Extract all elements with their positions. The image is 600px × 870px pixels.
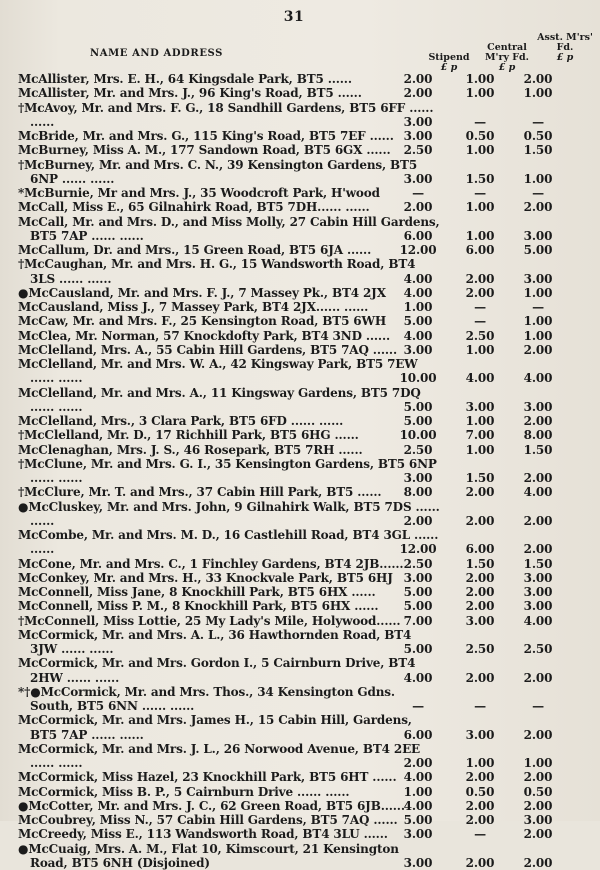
entry-name-address: McConnell, Miss P. M., 8 Knockhill Park, BT5 6HX ......: [18, 599, 440, 613]
entry-amounts: [390, 243, 570, 257]
assistant-fund-amount: 1.50: [510, 557, 566, 571]
list-item: [18, 571, 570, 585]
central-fund-amount: 1.00: [452, 229, 508, 243]
entry-amounts: [390, 272, 570, 286]
stipend-amount: 3.00: [390, 172, 446, 186]
assistant-fund-amount: 5.00: [510, 243, 566, 257]
entry-name-address: McCone, Mr. and Mrs. C., 1 Finchley Gardens, BT4 2JB......: [18, 557, 440, 571]
central-fund-amount: 6.00: [452, 542, 508, 556]
stipend-amount: 6.00: [390, 229, 446, 243]
central-fund-amount: 2.50: [452, 329, 508, 343]
entry-amounts: [390, 485, 570, 499]
list-item: [18, 300, 570, 314]
stipend-amount: 10.00: [390, 428, 446, 442]
entry-name-address: McCall, Mr. and Mrs. D., and Miss Molly, 27 Cabin Hill Gardens, BT5 7AP ...... ......: [18, 215, 440, 244]
entry-amounts: [390, 86, 570, 100]
assistant-fund-amount: 2.00: [510, 827, 566, 841]
assistant-fund-amount: 1.00: [510, 86, 566, 100]
list-item: [18, 286, 570, 300]
central-fund-amount: —: [452, 827, 508, 841]
entry-amounts: [390, 72, 570, 86]
assistant-fund-amount: 8.00: [510, 428, 566, 442]
list-item: [18, 357, 570, 386]
stipend-amount: 2.00: [390, 514, 446, 528]
assistant-fund-amount: 2.00: [510, 414, 566, 428]
central-fund-amount: 1.00: [452, 143, 508, 157]
stipend-amount: 5.00: [390, 414, 446, 428]
assistant-fund-amount: 3.00: [510, 400, 566, 414]
entry-name-address: †McCaughan, Mr. and Mrs. H. G., 15 Wandsworth Road, BT4 3LS ...... ......: [18, 257, 440, 286]
central-fund-heading-label: Central M'ry Fd.: [485, 42, 529, 63]
entry-amounts: [390, 770, 570, 784]
assistant-fund-amount: 3.00: [510, 571, 566, 585]
entry-name-address: McBride, Mr. and Mrs. G., 115 King's Road, BT5 7EF ......: [18, 129, 440, 143]
entry-name-address: McClelland, Mr. and Mrs. A., 11 Kingsway Gardens, BT5 7DQ ...... ......: [18, 386, 440, 415]
list-item: [18, 86, 570, 100]
list-item: [18, 129, 570, 143]
assistant-fund-amount: 2.00: [510, 728, 566, 742]
entry-name-address: McClelland, Mr. and Mrs. W. A., 42 Kingsway Park, BT5 7EW ...... ......: [18, 357, 440, 386]
entry-name-address: McAllister, Mr. and Mrs. J., 96 King's Road, BT5 ......: [18, 86, 440, 100]
assistant-fund-amount: 1.00: [510, 172, 566, 186]
list-item: [18, 485, 570, 499]
stipend-amount: 2.50: [390, 443, 446, 457]
stipend-amount: 7.00: [390, 614, 446, 628]
assistant-fund-amount: 2.00: [510, 471, 566, 485]
entry-name-address: McConkey, Mr. and Mrs. H., 33 Knockvale Park, BT5 6HJ: [18, 571, 440, 585]
stipend-heading: [418, 53, 480, 73]
central-fund-amount: 1.00: [452, 414, 508, 428]
stipend-unit: £ p: [418, 63, 480, 73]
entry-amounts: [390, 813, 570, 827]
assistant-fund-amount: 3.00: [510, 585, 566, 599]
central-fund-amount: —: [452, 115, 508, 129]
assistant-fund-amount: 2.00: [510, 72, 566, 86]
stipend-amount: 2.50: [390, 143, 446, 157]
assistant-fund-amount: 4.00: [510, 614, 566, 628]
central-fund-amount: 1.50: [452, 557, 508, 571]
assistant-fund-amount: 3.00: [510, 272, 566, 286]
entry-amounts: [390, 827, 570, 841]
list-item: [18, 101, 570, 130]
central-fund-amount: 2.00: [452, 286, 508, 300]
entry-amounts: [390, 571, 570, 585]
entry-amounts: [390, 428, 570, 442]
entry-amounts: [390, 172, 570, 186]
assistant-fund-amount: 0.50: [510, 785, 566, 799]
entry-amounts: [390, 514, 570, 528]
list-item: [18, 343, 570, 357]
stipend-amount: 4.00: [390, 272, 446, 286]
stipend-amount: 5.00: [390, 400, 446, 414]
central-fund-heading: [476, 43, 538, 73]
assistant-fund-amount: 1.50: [510, 143, 566, 157]
assistant-fund-amount: 4.00: [510, 371, 566, 385]
list-item: [18, 143, 570, 157]
entry-name-address: McCall, Miss E., 65 Gilnahirk Road, BT5 7DH...... ......: [18, 200, 440, 214]
assistant-fund-amount: 2.00: [510, 770, 566, 784]
assistant-fund-amount: —: [510, 699, 566, 713]
list-item: [18, 799, 570, 813]
list-item: [18, 443, 570, 457]
central-fund-amount: 2.00: [452, 514, 508, 528]
central-fund-unit: £ p: [476, 63, 538, 73]
central-fund-amount: 0.50: [452, 129, 508, 143]
central-fund-amount: 6.00: [452, 243, 508, 257]
assistant-fund-amount: 2.00: [510, 799, 566, 813]
page-number: 31: [18, 8, 570, 26]
entry-name-address: McClelland, Mrs., 3 Clara Park, BT5 6FD ...... ......: [18, 414, 440, 428]
assistant-fund-amount: 2.00: [510, 671, 566, 685]
entry-name-address: McCreedy, Miss E., 113 Wandsworth Road, BT4 3LU ......: [18, 827, 440, 841]
central-fund-amount: 2.00: [452, 485, 508, 499]
entry-amounts: [390, 300, 570, 314]
assistant-fund-amount: 0.50: [510, 129, 566, 143]
entry-name-address: McClenaghan, Mrs. J. S., 46 Rosepark, BT5 7RH ......: [18, 443, 440, 457]
central-fund-amount: 1.50: [452, 172, 508, 186]
stipend-amount: 4.00: [390, 671, 446, 685]
stipend-amount: 4.00: [390, 286, 446, 300]
central-fund-amount: —: [452, 300, 508, 314]
stipend-amount: 2.50: [390, 557, 446, 571]
central-fund-amount: —: [452, 186, 508, 200]
assistant-fund-amount: 1.00: [510, 329, 566, 343]
assistant-fund-amount: 1.00: [510, 314, 566, 328]
central-fund-amount: 3.00: [452, 728, 508, 742]
entry-name-address: McCormick, Mr. and Mrs. A. L., 36 Hawthornden Road, BT4 3JW ...... ......: [18, 628, 440, 657]
list-item: [18, 842, 570, 870]
central-fund-amount: 2.00: [452, 813, 508, 827]
entry-name-address: McCormick, Mr. and Mrs. James H., 15 Cabin Hill, Gardens, BT5 7AP ...... ......: [18, 713, 440, 742]
list-item: [18, 827, 570, 841]
stipend-amount: 4.00: [390, 329, 446, 343]
entry-name-address: *†●McCormick, Mr. and Mrs. Thos., 34 Kensington Gdns. South, BT5 6NN ...... ......: [18, 685, 440, 714]
entry-name-address: †McClelland, Mr. D., 17 Richhill Park, BT5 6HG ......: [18, 428, 440, 442]
entry-amounts: [390, 585, 570, 599]
assistant-fund-amount: 4.00: [510, 485, 566, 499]
central-fund-amount: 0.50: [452, 785, 508, 799]
entry-amounts: [390, 371, 570, 385]
entry-amounts: [390, 286, 570, 300]
list-item: [18, 257, 570, 286]
stipend-amount: 2.00: [390, 72, 446, 86]
entry-amounts: [390, 186, 570, 200]
list-item: [18, 386, 570, 415]
entry-name-address: McCombe, Mr. and Mrs. M. D., 16 Castlehill Road, BT4 3GL ...... ......: [18, 528, 440, 557]
stipend-amount: 10.00: [390, 371, 446, 385]
entry-amounts: [390, 671, 570, 685]
central-fund-amount: 2.00: [452, 599, 508, 613]
assistant-fund-amount: 3.00: [510, 229, 566, 243]
entry-amounts: [390, 856, 570, 870]
assistant-fund-amount: 2.00: [510, 343, 566, 357]
entry-amounts: [390, 129, 570, 143]
assistant-fund-heading-label: Asst. M'rs' Fd.: [537, 32, 593, 53]
assistant-fund-amount: 3.00: [510, 813, 566, 827]
stipend-amount: 2.00: [390, 200, 446, 214]
entry-amounts: [390, 414, 570, 428]
stipend-amount: 12.00: [390, 542, 446, 556]
entry-amounts: [390, 728, 570, 742]
stipend-amount: 3.00: [390, 343, 446, 357]
entry-amounts: [390, 614, 570, 628]
list-item: [18, 685, 570, 714]
stipend-amount: 3.00: [390, 471, 446, 485]
entry-amounts: [390, 314, 570, 328]
assistant-fund-amount: 2.00: [510, 856, 566, 870]
entry-name-address: McCormick, Mr. and Mrs. J. L., 26 Norwood Avenue, BT4 2EE ...... ......: [18, 742, 440, 771]
entry-name-address: †McClure, Mr. T. and Mrs., 37 Cabin Hill Park, BT5 ......: [18, 485, 440, 499]
list-item: [18, 200, 570, 214]
central-fund-amount: 1.00: [452, 343, 508, 357]
entry-name-address: McCormick, Miss B. P., 5 Cairnburn Drive ...... ......: [18, 785, 440, 799]
assistant-fund-amount: 3.00: [510, 599, 566, 613]
entry-amounts: [390, 329, 570, 343]
central-fund-amount: 7.00: [452, 428, 508, 442]
entry-name-address: ●McCuaig, Mrs. A. M., Flat 10, Kimscourt, 21 Kensington Road, BT5 6NH (Disjoined): [18, 842, 440, 870]
central-fund-amount: 3.00: [452, 400, 508, 414]
stipend-amount: 4.00: [390, 799, 446, 813]
assistant-fund-amount: 2.00: [510, 514, 566, 528]
stipend-amount: —: [390, 186, 446, 200]
entry-amounts: [390, 229, 570, 243]
list-item: [18, 528, 570, 557]
entry-name-address: †McBurney, Mr. and Mrs. C. N., 39 Kensington Gardens, BT5 6NP ...... ......: [18, 158, 440, 187]
central-fund-amount: 2.00: [452, 272, 508, 286]
entry-name-address: McCaw, Mr. and Mrs. F., 25 Kensington Road, BT5 6WH: [18, 314, 440, 328]
stipend-amount: 1.00: [390, 300, 446, 314]
entry-name-address: †McClune, Mr. and Mrs. G. I., 35 Kensington Gardens, BT5 6NP ...... ......: [18, 457, 440, 486]
entry-amounts: [390, 756, 570, 770]
assistant-fund-amount: 1.50: [510, 443, 566, 457]
stipend-amount: 2.00: [390, 86, 446, 100]
stipend-amount: 3.00: [390, 571, 446, 585]
stipend-amount: —: [390, 699, 446, 713]
list-item: [18, 428, 570, 442]
entry-amounts: [390, 343, 570, 357]
entry-name-address: McBurney, Miss A. M., 177 Sandown Road, BT5 6GX ......: [18, 143, 440, 157]
entry-name-address: McConnell, Miss Jane, 8 Knockhill Park, BT5 6HX ......: [18, 585, 440, 599]
list-item: [18, 186, 570, 200]
assistant-fund-amount: 2.00: [510, 542, 566, 556]
table-header: [18, 26, 570, 72]
entry-amounts: [390, 785, 570, 799]
entry-name-address: †McConnell, Miss Lottie, 25 My Lady's Mile, Holywood......: [18, 614, 440, 628]
entry-name-address: McClea, Mr. Norman, 57 Knockdofty Park, BT4 3ND ......: [18, 329, 440, 343]
entry-amounts: [390, 115, 570, 129]
entry-name-address: ●McCausland, Mr. and Mrs. F. J., 7 Massey Pk., BT4 2JX: [18, 286, 440, 300]
stipend-amount: 5.00: [390, 642, 446, 656]
list-item: [18, 599, 570, 613]
central-fund-amount: 2.00: [452, 571, 508, 585]
entry-name-address: †McAvoy, Mr. and Mrs. F. G., 18 Sandhill Gardens, BT5 6FF ...... ......: [18, 101, 440, 130]
stipend-amount: 2.00: [390, 756, 446, 770]
list-item: [18, 72, 570, 86]
name-address-heading: NAME AND ADDRESS: [90, 48, 223, 59]
entry-name-address: McClelland, Mrs. A., 55 Cabin Hill Gardens, BT5 7AQ ......: [18, 343, 440, 357]
stipend-amount: 5.00: [390, 813, 446, 827]
subscriber-list: [18, 72, 570, 870]
list-item: [18, 329, 570, 343]
stipend-amount: 5.00: [390, 314, 446, 328]
entry-amounts: [390, 471, 570, 485]
stipend-amount: 4.00: [390, 770, 446, 784]
list-item: [18, 585, 570, 599]
stipend-amount: 5.00: [390, 599, 446, 613]
central-fund-amount: 1.00: [452, 72, 508, 86]
entry-amounts: [390, 200, 570, 214]
entry-amounts: [390, 143, 570, 157]
central-fund-amount: 3.00: [452, 614, 508, 628]
entry-amounts: [390, 542, 570, 556]
entry-name-address: ●McCluskey, Mr. and Mrs. John, 9 Gilnahirk Walk, BT5 7DS ...... ......: [18, 500, 440, 529]
central-fund-amount: 4.00: [452, 371, 508, 385]
assistant-fund-heading: [534, 33, 596, 63]
list-item: [18, 314, 570, 328]
entry-amounts: [390, 443, 570, 457]
list-item: [18, 414, 570, 428]
list-item: [18, 813, 570, 827]
assistant-fund-unit: £ p: [534, 53, 596, 63]
list-item: [18, 614, 570, 628]
stipend-amount: 12.00: [390, 243, 446, 257]
list-item: [18, 785, 570, 799]
entry-name-address: ●McCotter, Mr. and Mrs. J. C., 62 Green Road, BT5 6JB......: [18, 799, 440, 813]
central-fund-amount: 1.00: [452, 443, 508, 457]
list-item: [18, 656, 570, 685]
list-item: [18, 742, 570, 771]
central-fund-amount: 1.00: [452, 200, 508, 214]
central-fund-amount: 1.50: [452, 471, 508, 485]
list-item: [18, 628, 570, 657]
stipend-amount: 8.00: [390, 485, 446, 499]
central-fund-amount: 1.00: [452, 756, 508, 770]
central-fund-amount: 2.00: [452, 585, 508, 599]
central-fund-amount: 1.00: [452, 86, 508, 100]
entry-name-address: McCallum, Dr. and Mrs., 15 Green Road, BT5 6JA ......: [18, 243, 440, 257]
assistant-fund-amount: —: [510, 186, 566, 200]
list-item: [18, 158, 570, 187]
assistant-fund-amount: —: [510, 115, 566, 129]
assistant-fund-amount: 2.00: [510, 200, 566, 214]
central-fund-amount: —: [452, 314, 508, 328]
central-fund-amount: 2.50: [452, 642, 508, 656]
stipend-amount: 3.00: [390, 115, 446, 129]
assistant-fund-amount: 1.00: [510, 286, 566, 300]
list-item: [18, 500, 570, 529]
stipend-amount: 6.00: [390, 728, 446, 742]
entry-name-address: McCausland, Miss J., 7 Massey Park, BT4 2JX...... ......: [18, 300, 440, 314]
central-fund-amount: 2.00: [452, 799, 508, 813]
central-fund-amount: —: [452, 699, 508, 713]
central-fund-amount: 2.00: [452, 856, 508, 870]
central-fund-amount: 2.00: [452, 671, 508, 685]
list-item: [18, 713, 570, 742]
assistant-fund-amount: —: [510, 300, 566, 314]
entry-amounts: [390, 799, 570, 813]
entry-amounts: [390, 599, 570, 613]
assistant-fund-amount: 2.50: [510, 642, 566, 656]
list-item: [18, 215, 570, 244]
entry-amounts: [390, 642, 570, 656]
stipend-amount: 3.00: [390, 827, 446, 841]
stipend-heading-label: Stipend: [428, 52, 469, 63]
entry-name-address: McCormick, Mr. and Mrs. Gordon I., 5 Cairnburn Drive, BT4 2HW ...... ......: [18, 656, 440, 685]
entry-amounts: [390, 400, 570, 414]
stipend-amount: 1.00: [390, 785, 446, 799]
list-item: [18, 770, 570, 784]
entry-name-address: McCormick, Miss Hazel, 23 Knockhill Park, BT5 6HT ......: [18, 770, 440, 784]
stipend-amount: 5.00: [390, 585, 446, 599]
entry-name-address: McCoubrey, Miss N., 57 Cabin Hill Gardens, BT5 7AQ ......: [18, 813, 440, 827]
entry-name-address: *McBurnie, Mr and Mrs. J., 35 Woodcroft Park, H'wood: [18, 186, 440, 200]
list-item: [18, 243, 570, 257]
assistant-fund-amount: 1.00: [510, 756, 566, 770]
stipend-amount: 3.00: [390, 856, 446, 870]
entry-amounts: [390, 557, 570, 571]
list-item: [18, 457, 570, 486]
stipend-amount: 3.00: [390, 129, 446, 143]
entry-amounts: [390, 699, 570, 713]
entry-name-address: McAllister, Mrs. E. H., 64 Kingsdale Park, BT5 ......: [18, 72, 440, 86]
list-item: [18, 557, 570, 571]
central-fund-amount: 2.00: [452, 770, 508, 784]
